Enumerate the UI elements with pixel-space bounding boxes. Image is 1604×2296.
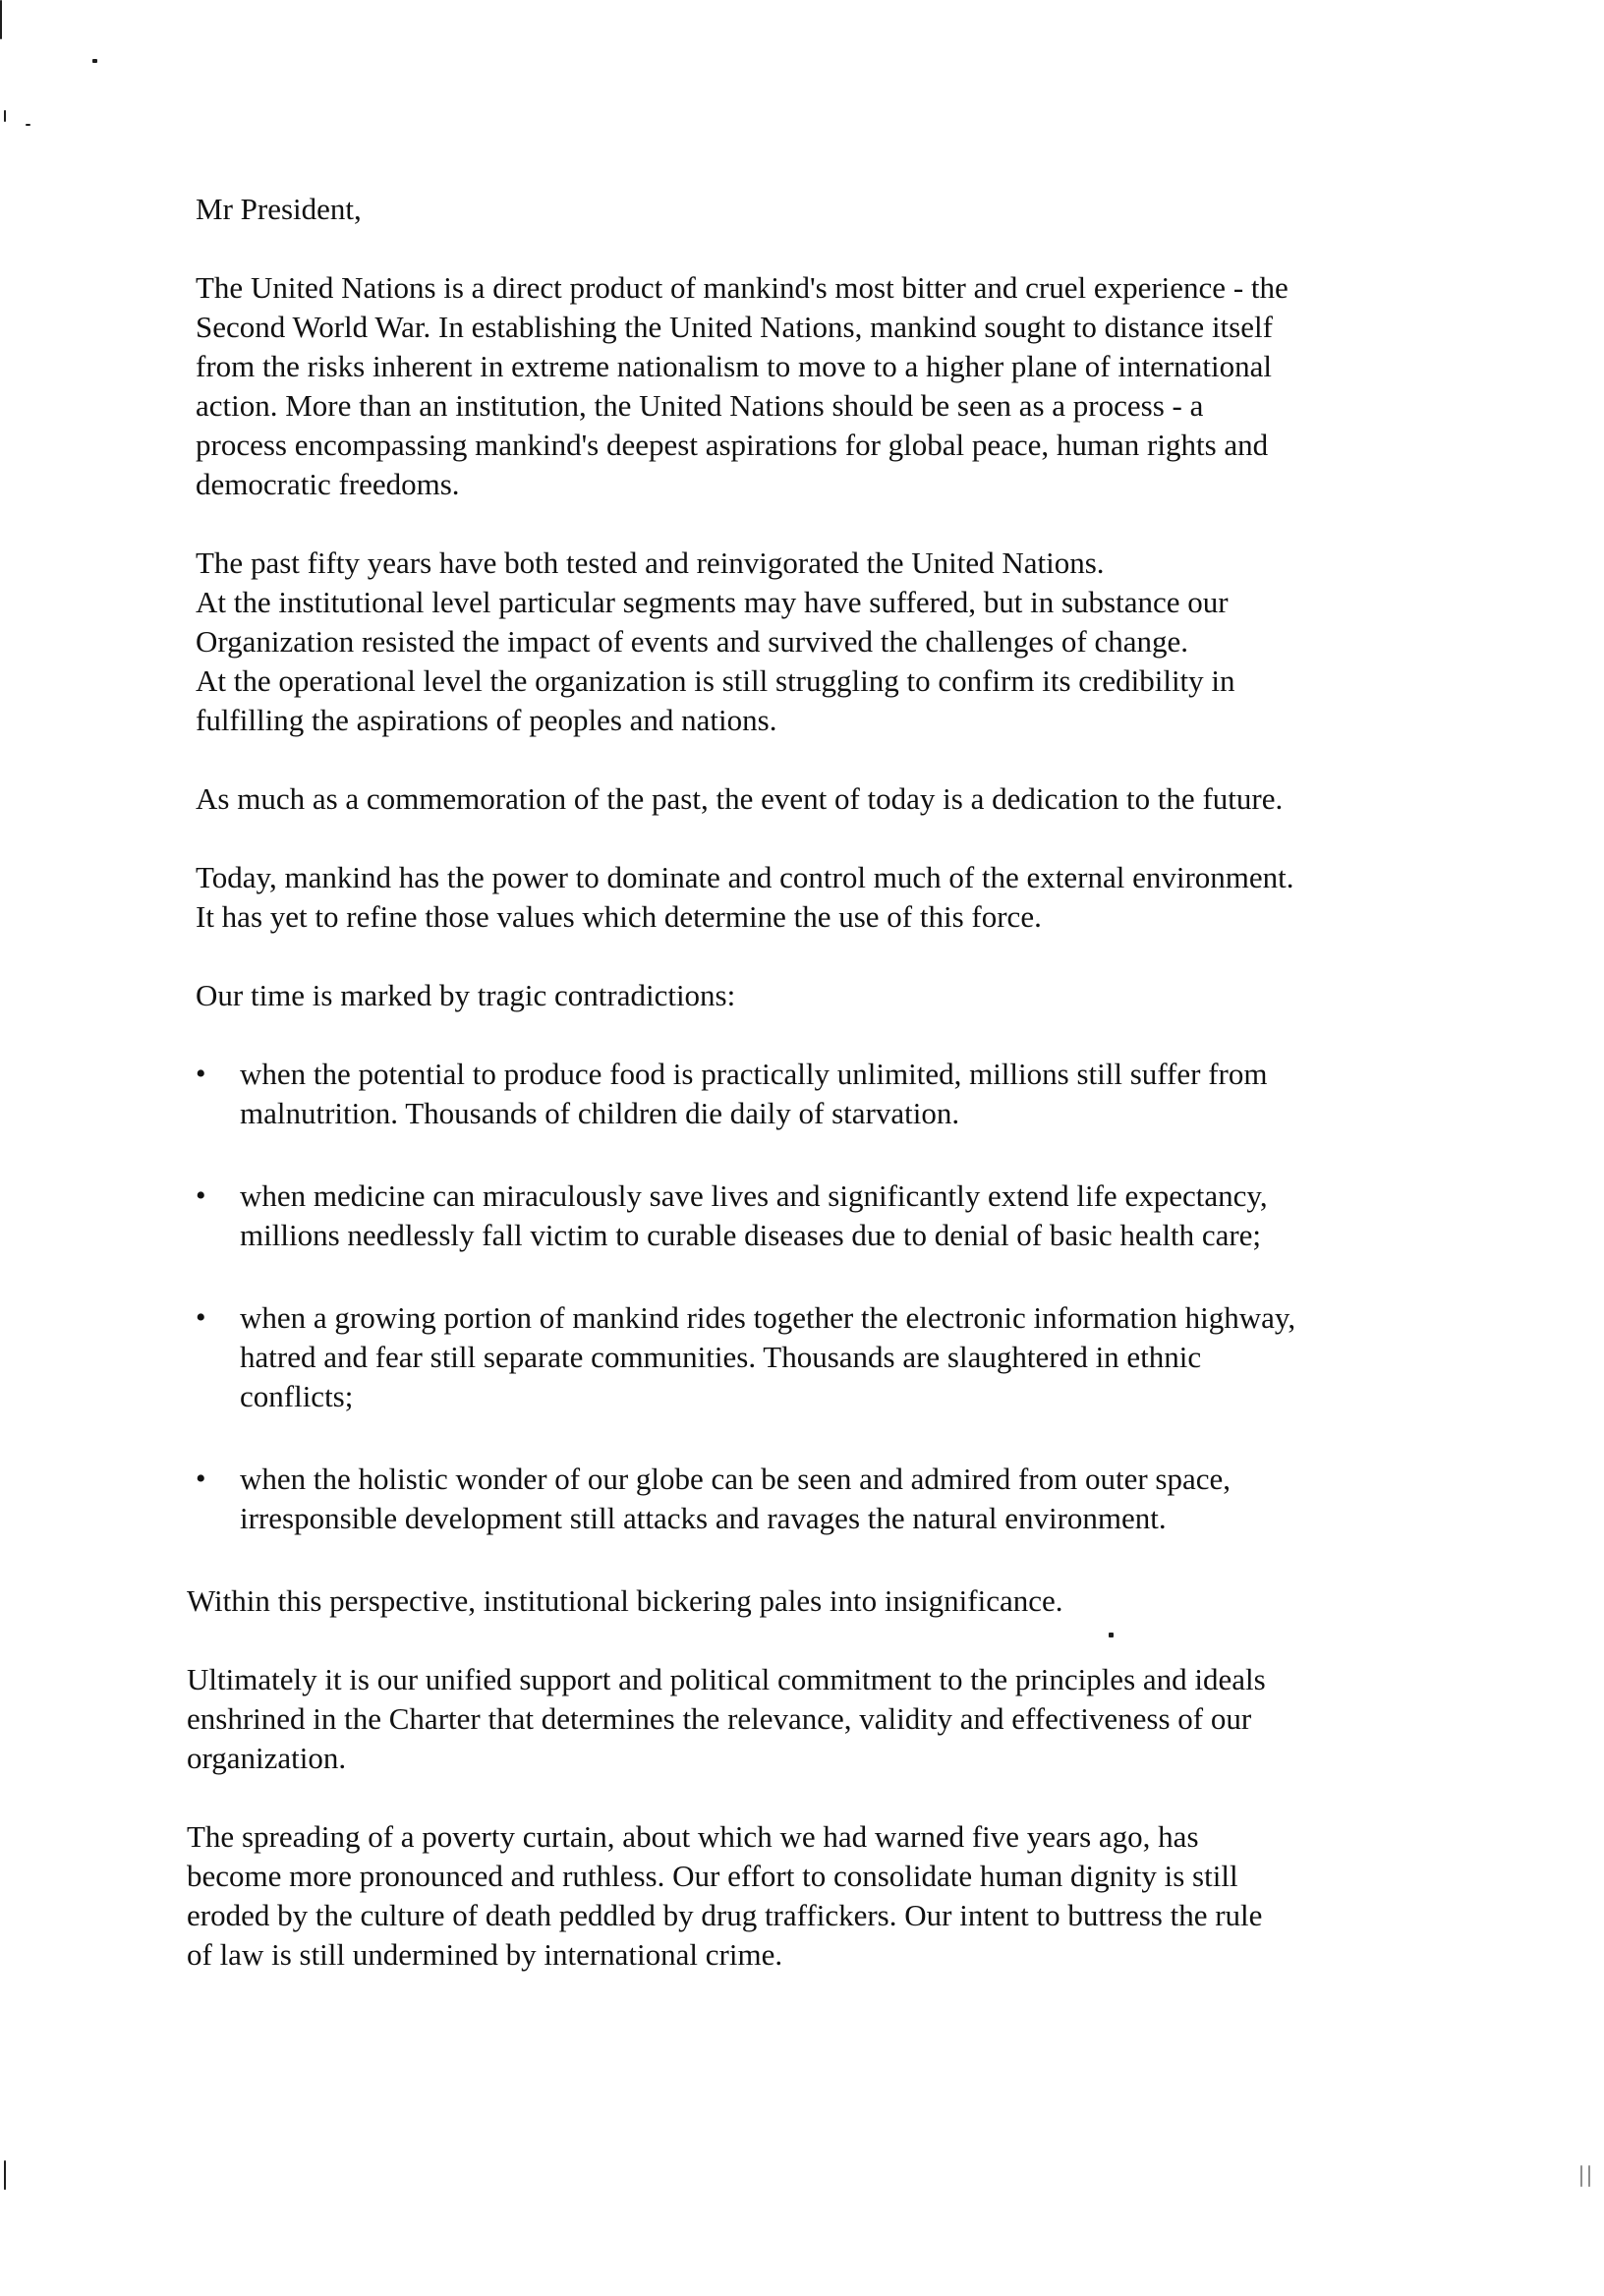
paragraph xyxy=(187,1817,1414,1975)
scan-mark xyxy=(4,110,6,122)
text-line: Ultimately it is our unified support and political commitment to the principles and ideals xyxy=(187,1662,1266,1696)
text-line: become more pronounced and ruthless. Our effort to consolidate human dignity is still xyxy=(187,1859,1238,1893)
bullet-icon: • xyxy=(196,1058,206,1090)
list-item xyxy=(196,1460,1414,1538)
top-paragraphs xyxy=(196,268,1414,1015)
text-line: fulfilling the aspirations of peoples and nations. xyxy=(196,703,777,737)
text-line: irresponsible development still attacks and ravages the natural environment. xyxy=(240,1501,1167,1535)
text-line: democratic freedoms. xyxy=(196,467,460,501)
paragraph xyxy=(187,1660,1414,1778)
bullet-icon: • xyxy=(196,1179,206,1212)
scan-mark xyxy=(26,124,30,126)
list-item xyxy=(196,1055,1414,1133)
text-line: process encompassing mankind's deepest aspirations for global peace, human rights and xyxy=(196,428,1269,462)
text-line: hatred and fear still separate communities. Thousands are slaughtered in ethnic xyxy=(240,1340,1202,1374)
text-line: when medicine can miraculously save lives and significantly extend life expectancy, xyxy=(240,1178,1268,1213)
text-line: Within this perspective, institutional bickering pales into insignificance. xyxy=(187,1583,1063,1618)
text-line: At the institutional level particular segments may have suffered, but in substance our xyxy=(196,585,1229,619)
scan-mark xyxy=(92,59,97,63)
text-line: when the potential to produce food is practically unlimited, millions still suffer from xyxy=(240,1057,1268,1091)
bullet-icon: • xyxy=(196,1301,206,1334)
text-line: Today, mankind has the power to dominate and control much of the external environment. xyxy=(196,860,1294,894)
paragraph xyxy=(196,779,1414,819)
text-line: It has yet to refine those values which determine the use of this force. xyxy=(196,899,1042,934)
bottom-paragraphs xyxy=(187,1581,1414,1975)
letter-body xyxy=(187,190,1414,2014)
text-line: eroded by the culture of death peddled by drug traffickers. Our intent to buttress the rule xyxy=(187,1898,1263,1932)
text-line: when the holistic wonder of our globe can be seen and admired from outer space, xyxy=(240,1462,1232,1496)
list-item xyxy=(196,1298,1414,1416)
paragraph xyxy=(187,1581,1414,1621)
text-line: Second World War. In establishing the United Nations, mankind sought to distance itself xyxy=(196,310,1273,344)
scan-mark xyxy=(1588,2165,1590,2187)
paragraph xyxy=(196,268,1414,504)
text-line: At the operational level the organization is still struggling to confirm its credibility in xyxy=(196,663,1235,698)
contradictions-list xyxy=(196,1055,1414,1538)
text-line: As much as a commemoration of the past, the event of today is a dedication to the future. xyxy=(196,781,1284,816)
scan-mark xyxy=(0,0,2,39)
scan-mark xyxy=(4,2160,6,2190)
paragraph xyxy=(196,544,1414,740)
text-line: Our time is marked by tragic contradictions: xyxy=(196,978,736,1012)
text-line: conflicts; xyxy=(240,1379,354,1413)
paragraph xyxy=(196,976,1414,1015)
salutation: Mr President, xyxy=(196,192,362,226)
text-line: from the risks inherent in extreme nationalism to move to a higher plane of international xyxy=(196,349,1273,383)
text-line: of law is still undermined by international crime. xyxy=(187,1937,783,1972)
bullet-icon: • xyxy=(196,1463,206,1495)
scan-mark xyxy=(1580,2165,1582,2187)
text-line: action. More than an institution, the United Nations should be seen as a process - a xyxy=(196,388,1204,423)
text-line: Organization resisted the impact of events and survived the challenges of change. xyxy=(196,624,1189,659)
text-line: millions needlessly fall victim to curable diseases due to denial of basic health care; xyxy=(240,1218,1262,1252)
text-line: malnutrition. Thousands of children die daily of starvation. xyxy=(240,1096,960,1130)
paragraph xyxy=(196,858,1414,937)
text-line: enshrined in the Charter that determines the relevance, validity and effectiveness of our xyxy=(187,1701,1252,1736)
text-line: The United Nations is a direct product of mankind's most bitter and cruel experience - the xyxy=(196,270,1289,305)
list-item xyxy=(196,1177,1414,1255)
text-line: The spreading of a poverty curtain, about which we had warned five years ago, has xyxy=(187,1819,1199,1854)
text-line: The past fifty years have both tested and reinvigorated the United Nations. xyxy=(196,545,1105,580)
text-line: organization. xyxy=(187,1741,347,1775)
text-line: when a growing portion of mankind rides together the electronic information highway, xyxy=(240,1300,1296,1335)
